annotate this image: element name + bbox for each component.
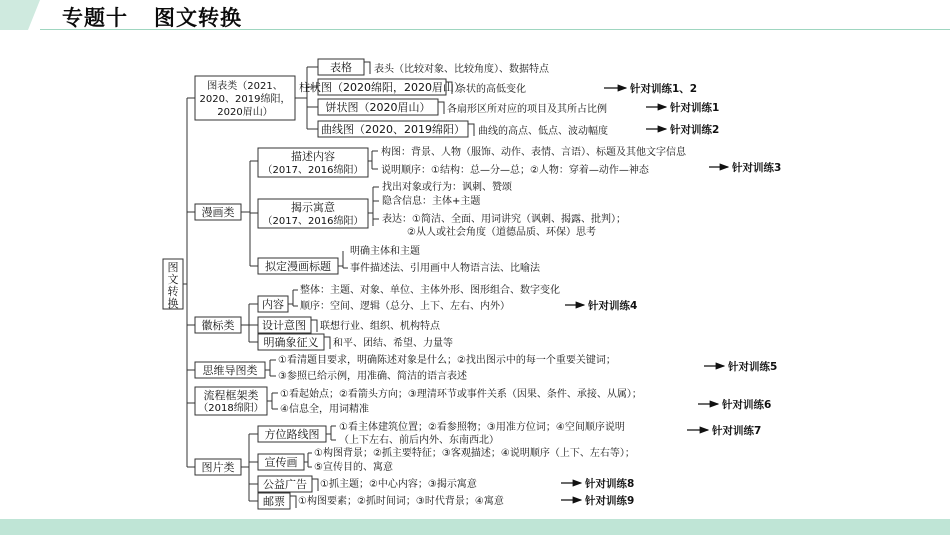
line-chart-type-node — [318, 121, 719, 137]
picture-category-node — [195, 459, 241, 475]
picture-psa-label: 公益广告 — [263, 478, 307, 491]
comic-describe-composition: 构图：背景、人物（服饰、动作、表情、言语）、标题及其他文字信息 — [381, 147, 686, 158]
chart-connectors — [295, 67, 318, 129]
emblem-intent-node — [258, 317, 441, 333]
chart-category-line-1: 图表类（2021、 — [207, 81, 283, 92]
mindmap-category-node — [195, 353, 777, 382]
comic-reveal-target-object: 找出对象或行为：讽刺、赞颂 — [382, 182, 512, 193]
picture-route-target: 针对训练7 — [712, 425, 762, 437]
emblem-intent-label: 设计意图 — [262, 319, 306, 332]
picture-poster-label: 宣传画 — [264, 456, 298, 469]
mindmap-category-label: 思维导图类 — [202, 364, 258, 377]
comic-describe-line-2: （2017、2016绵阳） — [262, 165, 364, 176]
emblem-symbol-label: 明确象征义 — [263, 336, 319, 349]
comic-describe-node — [258, 145, 781, 177]
comic-connectors — [241, 161, 258, 266]
chart-category-line-3: 2020眉山） — [217, 107, 273, 118]
comic-title-subject: 明确主体和主题 — [350, 246, 420, 257]
comic-reveal-line-2: （2017、2016绵阳） — [262, 216, 364, 227]
emblem-category-node — [195, 317, 241, 333]
picture-stamp-desc: ①构图要素；②抓时间词；③时代背景；④寓意 — [298, 496, 504, 507]
picture-stamp-node — [258, 493, 634, 509]
picture-route-label: 方位路线图 — [264, 428, 320, 441]
flow-category-line-2: （2018绵阳） — [198, 403, 264, 414]
title-topic-name: 图文转换 — [154, 6, 242, 30]
chart-category-line-2: 2020、2019绵阳， — [199, 94, 291, 105]
emblem-intent-desc: 联想行业、组织、机构特点 — [320, 321, 440, 332]
pie-chart-type-desc: 各扇形区所对应的项目及其所占比例 — [447, 104, 607, 115]
comic-category-node — [195, 204, 241, 220]
picture-psa-node — [258, 476, 634, 492]
mindmap-target: 针对训练5 — [728, 361, 778, 373]
root-node — [163, 259, 183, 310]
emblem-content-order: 顺序：空间、逻辑（总分、上下、左右、内外） — [300, 301, 510, 312]
chart-category-node — [195, 76, 295, 120]
line-chart-target: 针对训练2 — [670, 124, 720, 136]
emblem-content-label: 内容 — [262, 298, 284, 311]
title-topic-number: 专题十 — [62, 6, 128, 30]
comic-reveal-line-1: 揭示寓意 — [291, 201, 335, 214]
pie-chart-target: 针对训练1 — [670, 102, 720, 114]
comic-reveal-node — [258, 180, 626, 238]
table-type-node — [318, 59, 550, 75]
bar-chart-type-desc: 条状的高低变化 — [456, 84, 526, 95]
pie-chart-type-label: 饼状图（2020眉山） — [325, 101, 431, 114]
line-chart-type-desc: 曲线的高点、低点、波动幅度 — [478, 126, 608, 137]
table-type-label: 表格 — [330, 61, 352, 74]
comic-describe-line-1: 描述内容 — [291, 150, 335, 163]
picture-psa-desc: ①抓主题；②中心内容；③揭示寓意 — [320, 479, 477, 490]
root-char-1: 图 — [167, 261, 179, 274]
picture-connectors — [241, 434, 258, 501]
emblem-content-node — [258, 283, 637, 312]
comic-title-node — [258, 244, 541, 274]
flow-line-1: ①看起始点；②看箭头方向；③理清环节或事件关系（因果、条件、承接、从属）； — [280, 389, 642, 400]
flow-target: 针对训练6 — [722, 399, 772, 411]
emblem-connectors — [241, 304, 258, 342]
root-connectors — [183, 98, 195, 467]
picture-category-label: 图片类 — [201, 461, 235, 474]
root-char-2: 文 — [167, 273, 179, 286]
picture-psa-target: 针对训练8 — [585, 478, 635, 490]
emblem-category-label: 徽标类 — [201, 319, 235, 332]
picture-stamp-label: 邮票 — [263, 495, 285, 508]
picture-route-node — [258, 420, 761, 446]
bar-chart-target: 针对训练1、2 — [630, 83, 698, 95]
emblem-content-overall: 整体：主题、对象、单位、主体外形、图形组合、数字变化 — [300, 285, 560, 296]
emblem-content-target: 针对训练4 — [588, 300, 638, 312]
comic-title-label: 拟定漫画标题 — [265, 260, 331, 273]
bar-chart-type-node — [299, 79, 697, 95]
flow-category-node — [195, 387, 771, 415]
flow-category-line-1: 流程框架类 — [203, 389, 259, 402]
comic-describe-target: 针对训练3 — [732, 162, 782, 174]
bar-chart-type-label: 柱状图（2020绵阳，2020眉山） — [299, 81, 465, 94]
comic-title-methods: 事件描述法、引用画中人物语言法、比喻法 — [350, 263, 540, 274]
footer-band — [0, 519, 950, 535]
picture-poster-line-1: ①构图背景；②抓主要特征；③客观描述；④说明顺序（上下、左右等）； — [314, 448, 635, 459]
mindmap-line-1: ①看清题目要求，明确陈述对象是什么；②找出图示中的每一个重要关键词； — [278, 355, 616, 366]
table-type-desc: 表头（比较对象、比较角度）、数据特点 — [374, 64, 549, 75]
pie-chart-type-node — [318, 99, 719, 115]
emblem-symbol-desc: 和平、团结、希望、力量等 — [333, 338, 453, 349]
flow-line-2: ④信息全，用词精准 — [280, 404, 369, 415]
root-char-4: 换 — [167, 297, 179, 310]
line-chart-type-label: 曲线图（2020、2019绵阳） — [321, 123, 465, 136]
comic-category-label: 漫画类 — [201, 206, 235, 219]
comic-describe-order: 说明顺序：①结构：总—分—总；②人物：穿着—动作—神态 — [381, 165, 649, 176]
comic-reveal-expression-2: ②从人或社会角度（道德品质、环保）思考 — [407, 227, 596, 238]
comic-reveal-hidden-info: 隐含信息：主体+主题 — [382, 196, 481, 207]
picture-stamp-target: 针对训练9 — [585, 495, 635, 507]
comic-reveal-expression-1: 表达：①简洁、全面、用词讲究（讽刺、揭露、批判）； — [382, 214, 626, 225]
picture-route-line-1: ①看主体建筑位置；②看参照物；③用准方位词；④空间顺序说明 — [339, 422, 625, 433]
picture-route-line-2: （上下左右、前后内外、东南西北） — [339, 435, 499, 446]
mindmap-line-2: ③参照已给示例，用准确、简洁的语言表述 — [278, 371, 467, 382]
picture-poster-node — [258, 446, 635, 473]
emblem-symbol-node — [258, 334, 453, 350]
picture-poster-line-2: ⑤宣传目的、寓意 — [314, 462, 393, 473]
root-char-3: 转 — [167, 285, 179, 298]
